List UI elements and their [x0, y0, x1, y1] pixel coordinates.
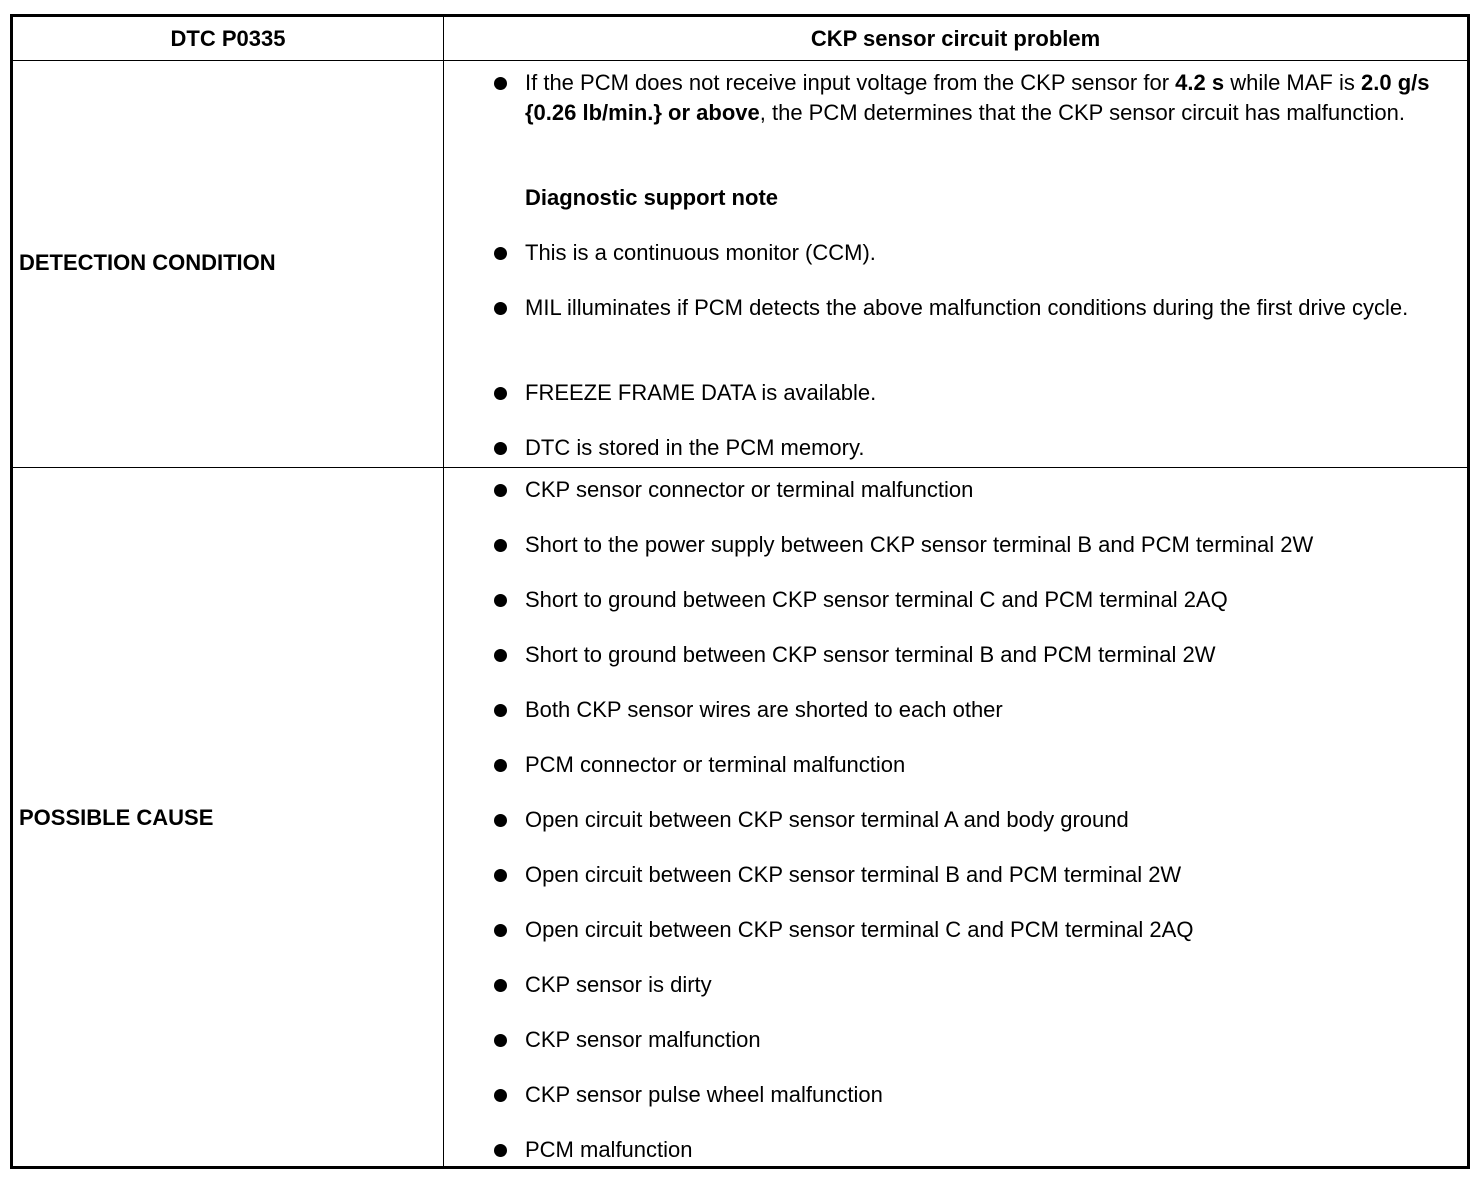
bullet-icon [494, 387, 507, 400]
bullet-icon [494, 484, 507, 497]
dtc-table [10, 14, 1470, 1169]
bullet-icon [494, 759, 507, 772]
detection-condition-row: DETECTION CONDITION If the PCM does not receive input voltage from the CKP sensor for 4.2 s while MAF is 2.0 g/s {0.26 lb/min.} or above, the PCM determines that the CKP sensor circuit has malfunction. Diagnostic support note This is a continuous monitor (CCM). MIL illuminates if PCM detects the above malfunction conditions during the first drive cycle. FREEZE FRAME DATA is available. DTC is stored in the PCM memory. [13, 61, 1467, 468]
bullet-icon [494, 704, 507, 717]
bullet-icon [494, 1089, 507, 1102]
bullet-icon [494, 1034, 507, 1047]
diagnostic-note-heading: Diagnostic support note [525, 185, 778, 210]
bullet-icon [494, 979, 507, 992]
column-divider [443, 17, 444, 60]
bullet-icon [494, 924, 507, 937]
possible-cause-row: POSSIBLE CAUSE CKP sensor connector or terminal malfunction Short to the power supply between CKP sensor terminal B and PCM terminal 2W Short to ground between CKP sensor terminal C and PCM terminal 2AQ Short to ground between CKP sensor terminal B and PCM terminal 2W Both CKP sensor wires are shorted to each other PCM connector or terminal malfunction Open circuit between CKP sensor terminal A and body ground Open circuit between CKP sensor terminal B and PCM terminal 2W Open circuit between CKP sensor terminal C and PCM terminal 2AQ CKP sensor is dirty CKP sensor malfunction CKP sensor pulse wheel malfunction PCM malfunction [13, 468, 1467, 1166]
bullet-icon [494, 302, 507, 315]
possible-cause-label: POSSIBLE CAUSE [19, 805, 214, 830]
bullet-icon [494, 649, 507, 662]
dtc-title-header: CKP sensor circuit problem [810, 26, 1101, 51]
bullet-icon [494, 869, 507, 882]
detection-condition-text: If the PCM does not receive input voltage from the CKP sensor for 4.2 s while MAF is 2.0 g/s {0.26 lb/min.} or above, the PCM determines that the CKP sensor circuit has malfunction. [525, 70, 1430, 125]
bullet-icon [494, 539, 507, 552]
table-header-row [13, 17, 1467, 61]
dtc-code-header: DTC P0335 [170, 26, 286, 51]
column-divider [443, 61, 444, 467]
bullet-icon [494, 247, 507, 260]
detection-condition-label: DETECTION CONDITION [19, 250, 276, 275]
bullet-icon [494, 594, 507, 607]
bullet-icon [494, 814, 507, 827]
bullet-icon [494, 1144, 507, 1157]
bullet-icon [494, 442, 507, 455]
bullet-icon [494, 77, 507, 90]
column-divider [443, 468, 444, 1166]
